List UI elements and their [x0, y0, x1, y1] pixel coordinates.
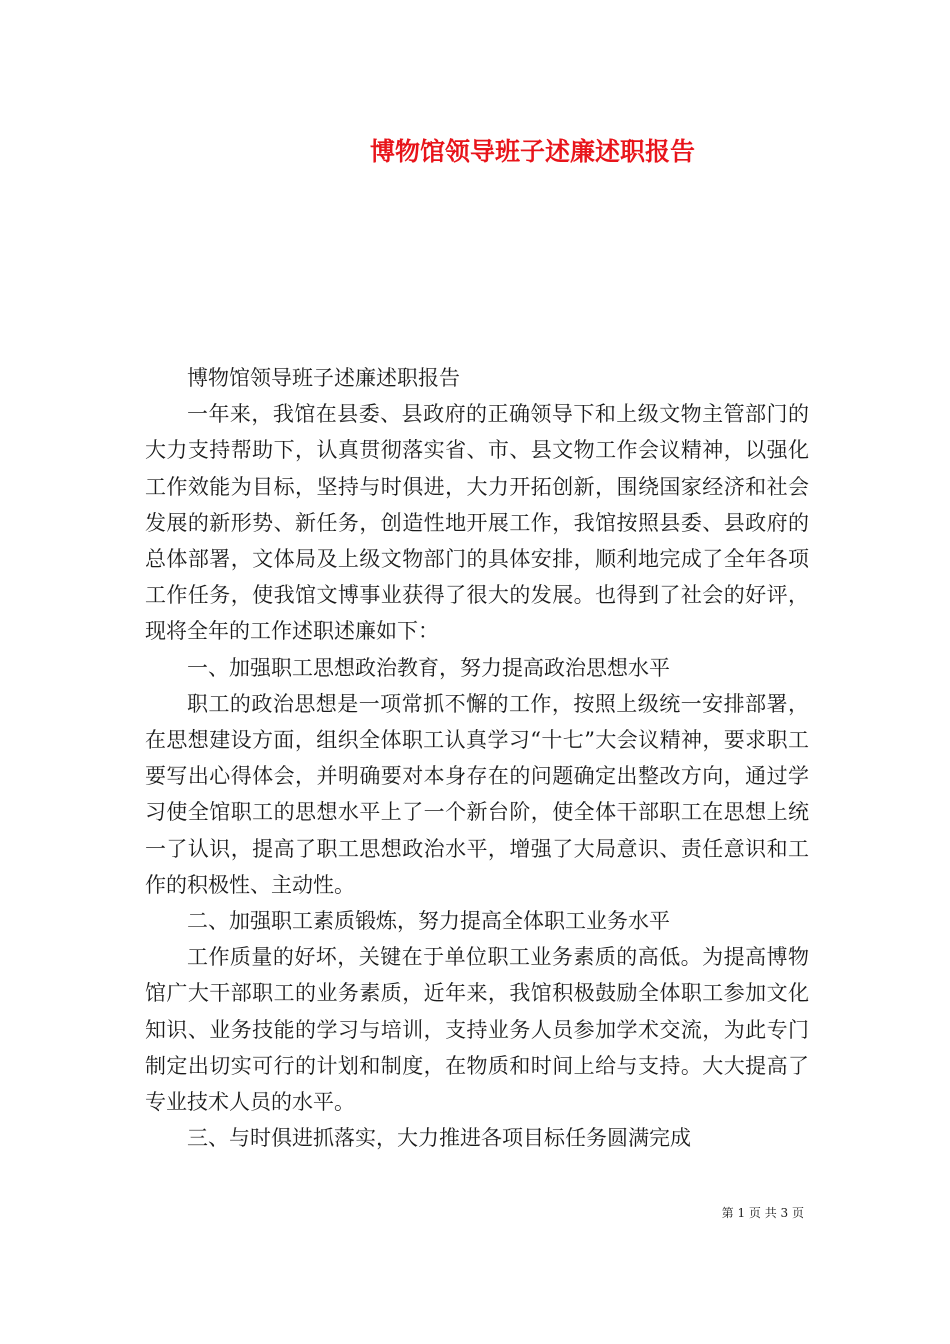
section-heading-3: 三、与时俱进抓落实，大力推进各项目标任务圆满完成 — [187, 1126, 691, 1151]
document-title: 博物馆领导班子述廉述职报告 — [369, 137, 695, 166]
document-body — [145, 360, 809, 1156]
page-footer: 第 1 页 共 3 页 — [721, 1206, 804, 1220]
paragraph-section-2: 工作质量的好坏，关键在于单位职工业务素质的高低。为提高博物馆广大干部职工的业务素质，近年来，我馆积极鼓励全体职工参加文化知识、业务技能的学习与培训，支持业务人员参加学术交流，为此专门制定出切实可行的计划和制度，在物质和时间上给与支持。大大提高了专业技术人员的水平。 — [145, 945, 809, 1115]
paragraph-intro: 一年来，我馆在县委、县政府的正确领导下和上级文物主管部门的大力支持帮助下，认真贯彻落实省、市、县文物工作会议精神，以强化工作效能为目标，坚持与时俱进，大力开拓创新，围绕国家经济和社会发展的新形势、新任务，创造性地开展工作，我馆按照县委、县政府的总体部署，文体局及上级文物部门的具体安排，顺利地完成了全年各项工作任务，使我馆文博事业获得了很大的发展。也得到了社会的好评，现将全年的工作述职述廉如下： — [145, 402, 809, 644]
section-heading-2: 二、加强职工素质锻炼，努力提高全体职工业务水平 — [187, 909, 670, 934]
paragraph-heading: 博物馆领导班子述廉述职报告 — [187, 366, 460, 390]
paragraph-section-1: 职工的政治思想是一项常抓不懈的工作，按照上级统一安排部署，在思想建设方面，组织全体职工认真学习“十七”大会议精神，要求职工要写出心得体会，并明确要对本身存在的问题确定出整改方向，通过学习使全馆职工的思想水平上了一个新台阶，使全体干部职工在思想上统一了认识，提高了职工思想政治水平，增强了大局意识、责任意识和工作的积极性、主动性。 — [145, 691, 809, 897]
section-heading-1: 一、加强职工思想政治教育，努力提高政治思想水平 — [187, 655, 670, 680]
